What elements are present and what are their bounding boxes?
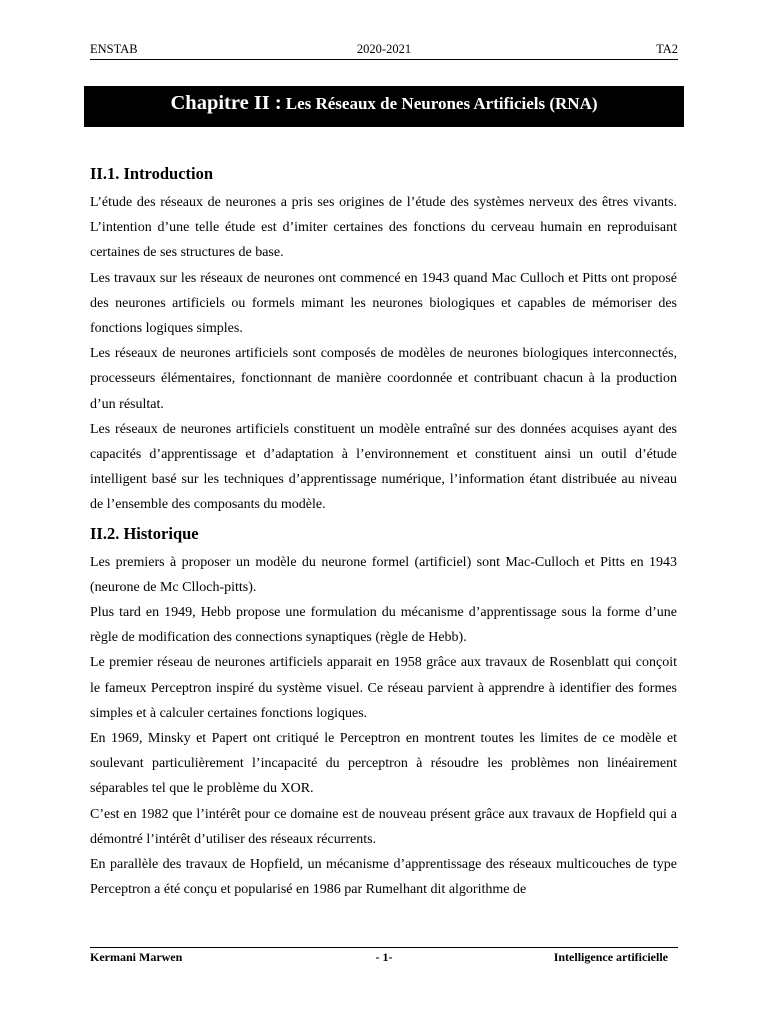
document-body [90,158,677,902]
chapter-title-banner [84,86,684,127]
footer-author: Kermani Marwen [90,950,183,964]
paragraph: En 1969, Minsky et Papert ont critiqué le Perceptron en montrent toutes les limites de ce modèle et soulevant particulièrement l’incapacité du perceptron à résoudre les problèmes non linéairement séparables tel que le problème du XOR. [90,731,677,797]
chapter-title: Les Réseaux de Neurones Artificiels (RNA) [285,94,598,113]
footer-subject: Intelligence artificielle [553,950,668,964]
section-heading-historique: II.2. Historique [90,523,199,543]
paragraph: Les travaux sur les réseaux de neurones ont commencé en 1943 quand Mac Culloch et Pitts ont proposé des neurones artificiels ou formels mimant les neurones biologiques et capables de mémoriser des fonctions logiques simples. [90,270,677,337]
paragraph: Les réseaux de neurones artificiels sont composés de modèles de neurones biologiques interconnectés, processeurs élémentaires, fonctionnant de manière coordonnée et contribuant chacun à la production d’un résultat. [90,346,677,412]
paragraph: L’étude des réseaux de neurones a pris ses origines de l’étude des systèmes nerveux des êtres vivants. L’intention d’une telle étude est d’imiter certaines des fonctions du cerveau humain en reproduisant certaines de ses structures de base. [90,195,677,261]
paragraph: C’est en 1982 que l’intérêt pour ce domaine est de nouveau présent grâce aux travaux de Hopfield qui a démontré l’intérêt d’utiliser des réseaux récurrents. [90,806,677,847]
page-footer [90,947,678,968]
paragraph: Plus tard en 1949, Hebb propose une formulation du mécanisme d’apprentissage sous la forme d’une règle de modification des connections synaptiques (règle de Hebb). [90,605,677,646]
section-heading-introduction: II.1. Introduction [90,164,214,183]
header-course-code: TA2 [656,42,678,56]
paragraph: Les réseaux de neurones artificiels constituent un modèle entraîné sur des données acquises ayant des capacités d’apprentissage et d’adaptation à l’environnement et constituent ainsi un outil d’étude intelligent basé sur les techniques d’apprentissage numérique, l’information étant distribuée au niveau de l’ensemble des composants du modèle. [90,421,677,513]
header-year: 2020-2021 [356,42,412,56]
page-header [90,42,678,60]
footer-page-number: - 1- [375,950,393,964]
chapter-number: Chapitre II : [170,92,282,114]
paragraph: En parallèle des travaux de Hopfield, un mécanisme d’apprentissage des réseaux multicouches de type Perceptron a été conçu et popularisé en 1986 par Rumelhant dit algorithme de [90,857,677,898]
paragraph: Le premier réseau de neurones artificiels apparait en 1958 grâce aux travaux de Rosenblatt qui conçoit le fameux Perceptron inspiré du système visuel. Ce réseau parvient à apprendre à identifier des formes simples et à calculer certaines fonctions logiques. [90,655,677,721]
paragraph: Les premiers à proposer un modèle du neurone formel (artificiel) sont Mac-Culloch et Pitts en 1943 (neurone de Mc Clloch-pitts). [90,554,677,595]
header-institution: ENSTAB [90,42,138,56]
